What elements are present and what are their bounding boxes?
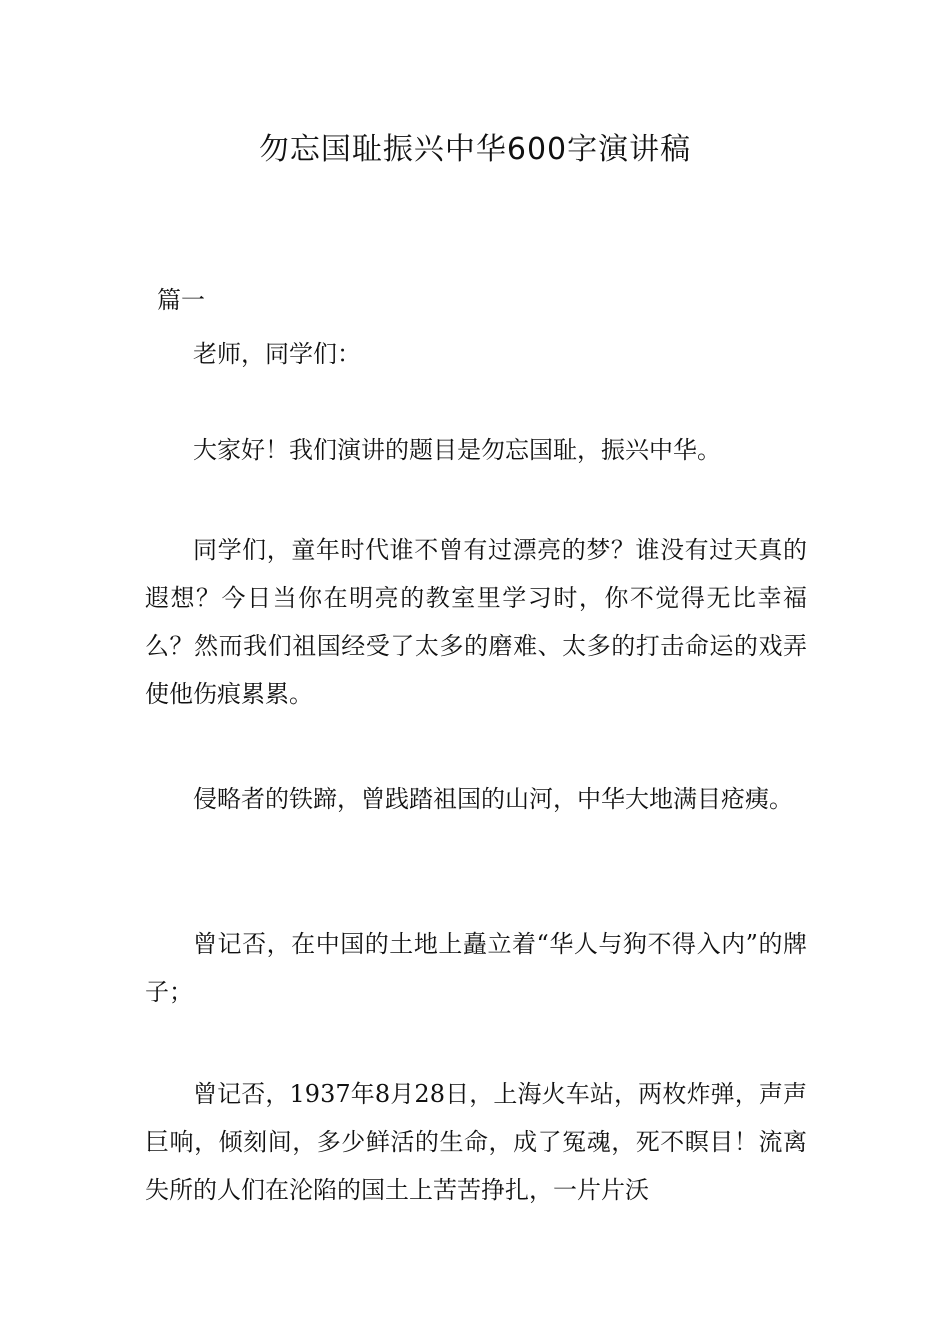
paragraph-greeting: 大家好！我们演讲的题目是勿忘国耻，振兴中华。 [193, 436, 721, 464]
paragraph-invaders: 侵略者的铁蹄，曾践踏祖国的山河，中华大地满目疮痍。 [193, 785, 793, 813]
paragraph-sign: 曾记否，在中国的土地上矗立着“华人与狗不得入内”的牌子； [145, 930, 807, 1006]
paragraph-childhood-dreams: 同学们，童年时代谁不曾有过漂亮的梦？谁没有过天真的遐想？今日当你在明亮的教室里学习时，你不觉得无比幸福么？然而我们祖国经受了太多的磨难、太多的打击命运的戏弄使他伤痕累累。 [145, 536, 807, 708]
paragraph-shanghai-station: 曾记否，1937年8月28日，上海火车站，两枚炸弹，声声巨响，倾刻间，多少鲜活的生命，成了冤魂，死不瞑目！流离失所的人们在沦陷的国土上苦苦挣扎，一片片沃 [145, 1080, 807, 1204]
salutation: 老师，同学们： [193, 340, 361, 368]
section-label: 篇一 [157, 286, 205, 314]
document-title: 勿忘国耻振兴中华600字演讲稿 [258, 132, 692, 167]
